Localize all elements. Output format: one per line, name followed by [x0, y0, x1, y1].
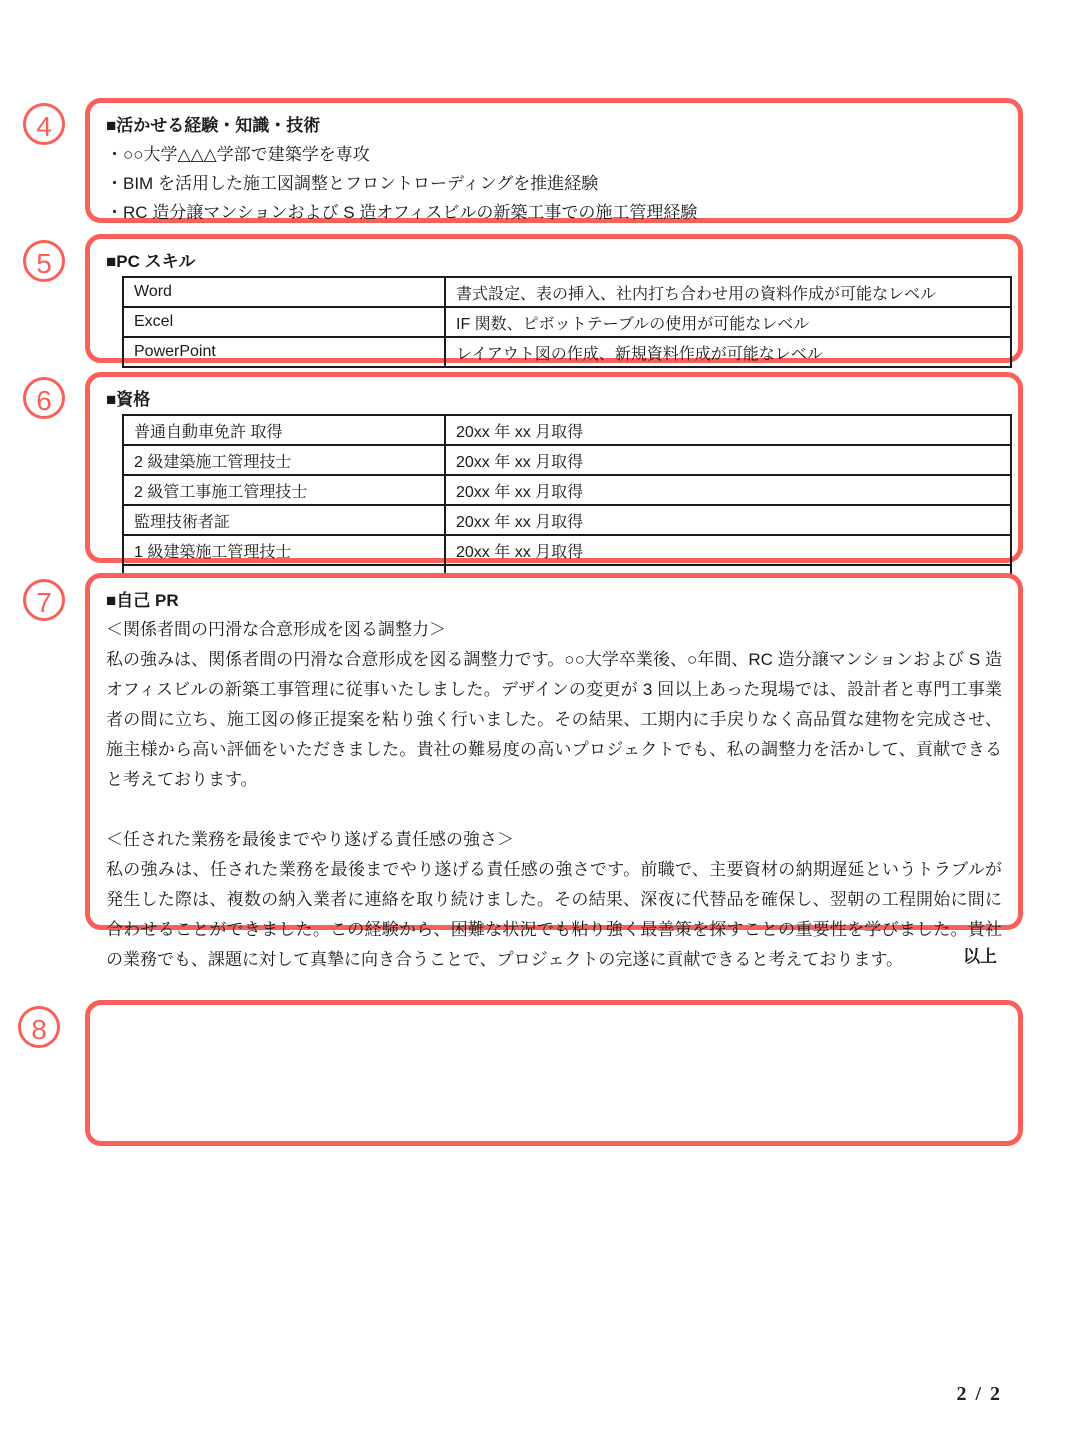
pc-skill-name: Excel	[123, 307, 445, 337]
experience-bullet: ・RC 造分譲マンションおよび S 造オフィスビルの新築工事での施工管理経験	[106, 203, 698, 222]
section-experience-heading: ■活かせる経験・知識・技術	[106, 116, 321, 135]
qualifications-table	[122, 414, 1012, 596]
qualification-date: 20xx 年 xx 月取得	[445, 535, 1011, 565]
section-empty-box	[85, 1000, 1023, 1146]
table-row	[123, 415, 1011, 445]
qualification-date: 20xx 年 xx 月取得	[445, 445, 1011, 475]
qualification-name: 普通自動車免許 取得	[123, 415, 445, 445]
pc-skill-name: PowerPoint	[123, 337, 445, 367]
section-experience-box	[85, 98, 1023, 223]
pc-skill-level: レイアウト図の作成、新規資料作成が可能なレベル	[445, 337, 1011, 367]
section-pc-skills-heading: ■PC スキル	[106, 252, 196, 271]
pc-skills-table	[122, 276, 1012, 368]
self-pr-paragraph: 私の強みは、関係者間の円滑な合意形成を図る調整力です。○○大学卒業後、○年間、RC 造分譲マンションおよび S 造オフィスビルの新築工事管理に従事いたしました。デザインの変更が 3 回以上あった現場では、設計者と専門工事業者の間に立ち、施工図の修正提案を粘り強く行いました。その結果、工期内に手戻りなく高品質な建物を完成させ、施主様から高い評価をいただきました。貴社の難易度の高いプロジェクトでも、私の調整力を活かして、貢献できると考えております。	[106, 650, 1002, 789]
closing-mark: 以上	[963, 947, 997, 966]
section-4-marker: 4	[23, 103, 65, 145]
table-row	[123, 535, 1011, 565]
paragraph-spacer	[106, 795, 1002, 825]
pc-skill-name: Word	[123, 277, 445, 307]
pc-skill-level: IF 関数、ピボットテーブルの使用が可能なレベル	[445, 307, 1011, 337]
table-row	[123, 505, 1011, 535]
self-pr-paragraph: 私の強みは、任された業務を最後までやり遂げる責任感の強さです。前職で、主要資材の納期遅延というトラブルが発生した際は、複数の納入業者に連絡を取り続けました。その結果、深夜に代替品を確保し、翌朝の工程開始に間に合わせることができました。この経験から、困難な状況でも粘り強く最善策を探すことの重要性を学びました。貴社の業務でも、課題に対して真摯に向き合うことで、プロジェクトの完遂に貢献できると考えております。	[106, 860, 1002, 969]
section-self-pr-box	[85, 573, 1023, 969]
experience-bullet: ・BIM を活用した施工図調整とフロントローディングを推進経験	[106, 174, 599, 193]
page-number: 2 / 2	[956, 1383, 1002, 1405]
section-pc-skills-box	[85, 234, 1023, 363]
section-self-pr-heading: ■自己 PR	[106, 591, 179, 610]
table-row	[123, 337, 1011, 367]
section-6-marker: 6	[23, 377, 65, 419]
qualification-date: 20xx 年 xx 月取得	[445, 415, 1011, 445]
pc-skill-level: 書式設定、表の挿入、社内打ち合わせ用の資料作成が可能なレベル	[445, 277, 1011, 307]
qualification-date: 20xx 年 xx 月取得	[445, 475, 1011, 505]
qualification-name: 2 級建築施工管理技士	[123, 445, 445, 475]
experience-bullet: ・○○大学△△△学部で建築学を専攻	[106, 145, 370, 164]
self-pr-subtitle: ＜任された業務を最後までやり遂げる責任感の強さ＞	[106, 830, 514, 849]
section-5-marker: 5	[23, 240, 65, 282]
table-row	[123, 445, 1011, 475]
section-qualifications-box	[85, 372, 1023, 563]
qualification-name: 2 級管工事施工管理技士	[123, 475, 445, 505]
table-row	[123, 277, 1011, 307]
section-7-marker: 7	[23, 579, 65, 621]
section-qualifications-heading: ■資格	[106, 390, 151, 409]
table-row	[123, 475, 1011, 505]
self-pr-subtitle: ＜関係者間の円滑な合意形成を図る調整力＞	[106, 620, 446, 639]
table-row	[123, 307, 1011, 337]
section-8-marker: 8	[18, 1006, 60, 1048]
qualification-name: 1 級建築施工管理技士	[123, 535, 445, 565]
qualification-name: 監理技術者証	[123, 505, 445, 535]
qualification-date: 20xx 年 xx 月取得	[445, 505, 1011, 535]
